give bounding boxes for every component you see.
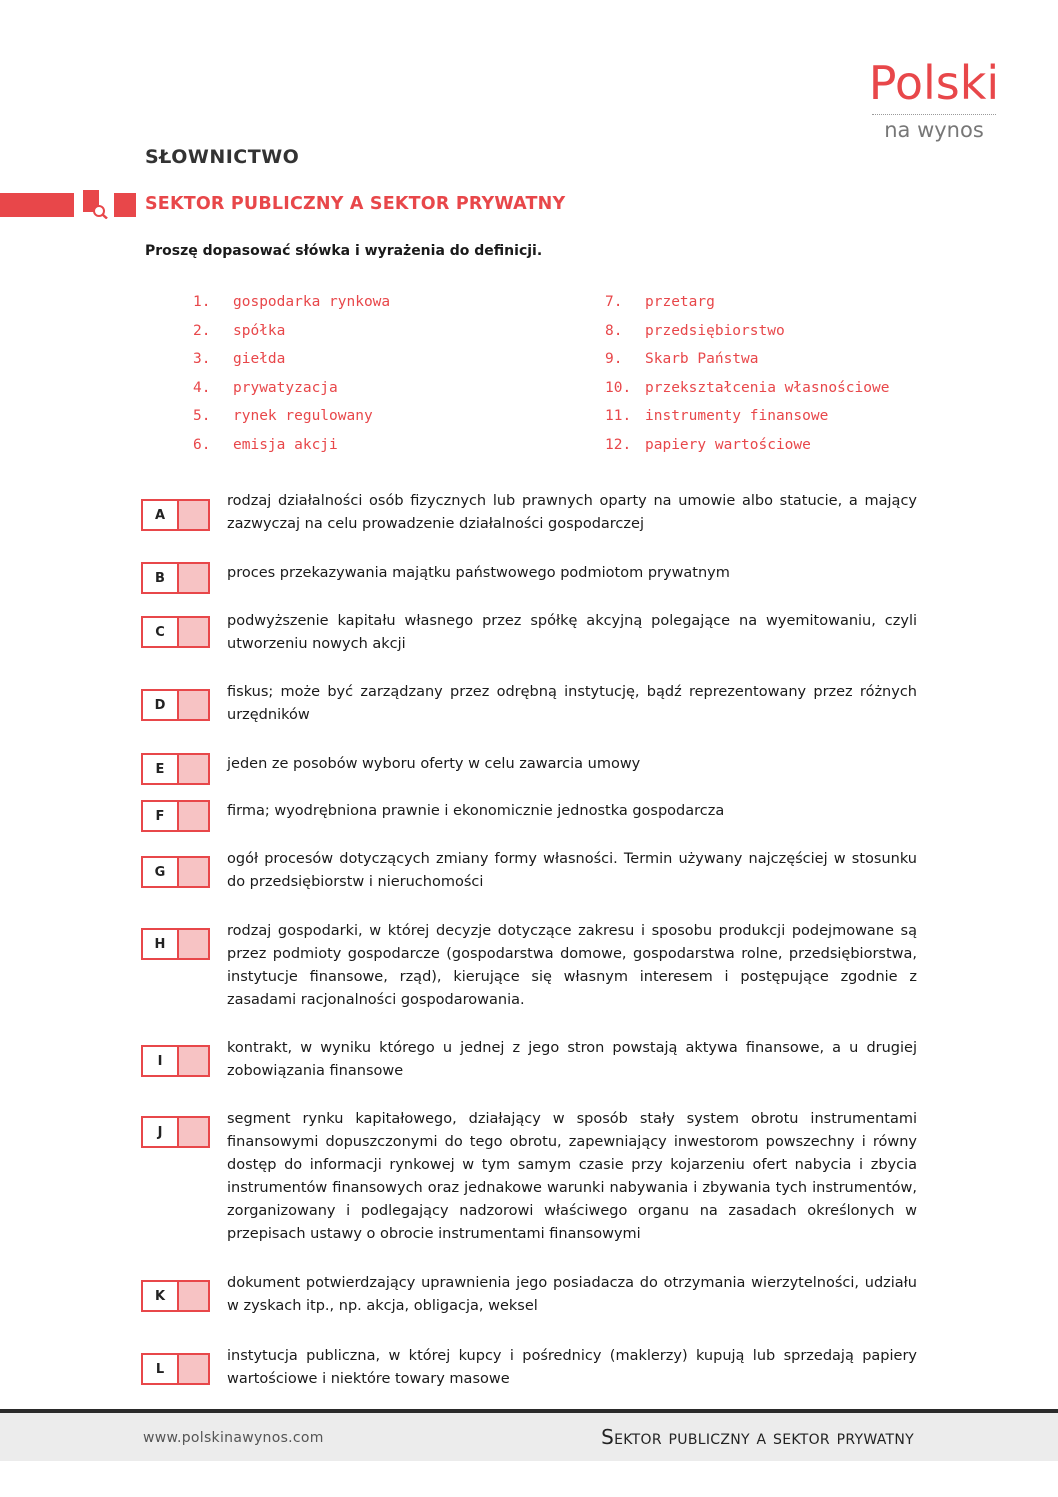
- vocab-number: 3.: [193, 351, 211, 367]
- vocab-item: [605, 294, 965, 323]
- vocab-number: 11.: [605, 408, 632, 424]
- section-title: SŁOWNICTWO: [145, 146, 300, 168]
- ribbon-bar: [0, 193, 74, 217]
- vocab-item: [193, 380, 573, 409]
- instruction: Proszę dopasować słówka i wyrażenia do definicji.: [145, 243, 543, 259]
- answer-letter: C: [143, 618, 179, 646]
- vocab-number: 9.: [605, 351, 623, 367]
- answer-box: [141, 753, 210, 785]
- vocab-number: 8.: [605, 322, 623, 339]
- answer-box: [141, 562, 210, 594]
- answer-slot[interactable]: [179, 691, 208, 719]
- answer-slot[interactable]: [179, 802, 208, 830]
- answer-letter: F: [143, 802, 179, 830]
- vocab-term: emisja akcji: [233, 436, 338, 453]
- answer-slot[interactable]: [179, 1118, 208, 1146]
- answer-box: [141, 1353, 210, 1385]
- answer-letter: A: [143, 501, 179, 529]
- vocab-item: [193, 323, 573, 352]
- vocab-number: 2.: [193, 322, 211, 339]
- vocab-number: 10.: [605, 379, 632, 396]
- vocab-term: prywatyzacja: [233, 379, 338, 396]
- answer-letter: B: [143, 564, 179, 592]
- answer-slot[interactable]: [179, 858, 208, 886]
- vocab-item: [605, 437, 965, 466]
- vocab-term: instrumenty finansowe: [645, 408, 829, 424]
- definition-text: firma; wyodrębniona prawnie i ekonomicznie jednostka gospodarcza: [227, 803, 725, 819]
- vocab-term: przekształcenia własnościowe: [645, 379, 890, 396]
- answer-slot[interactable]: [179, 501, 208, 529]
- answer-letter: D: [143, 691, 179, 719]
- answer-letter: K: [143, 1282, 179, 1310]
- vocab-term: spółka: [233, 322, 286, 339]
- answer-slot[interactable]: [179, 1282, 208, 1310]
- vocab-number: 6.: [193, 436, 211, 453]
- footer-title: Sektor publiczny a sektor prywatny: [601, 1425, 914, 1449]
- logo-divider: [872, 114, 996, 115]
- definition-text: dokument potwierdzający uprawnienia jego posiadacza do otrzymania wierzytelności, udziału w zyskach itp., np. akcja, obligacja, weksel: [227, 1275, 917, 1314]
- vocab-term: rynek regulowany: [233, 408, 373, 424]
- logo-name: Polski: [868, 56, 1000, 110]
- answer-slot[interactable]: [179, 1355, 208, 1383]
- answer-letter: J: [143, 1118, 179, 1146]
- vocab-item: [193, 437, 573, 466]
- answer-slot[interactable]: [179, 930, 208, 958]
- vocab-term: Skarb Państwa: [645, 351, 759, 367]
- answer-letter: L: [143, 1355, 179, 1383]
- vocab-item: [193, 294, 573, 323]
- definition-text: fiskus; może być zarządzany przez odrębną instytucję, bądź reprezentowany przez różnych urzędników: [227, 684, 917, 723]
- answer-slot[interactable]: [179, 618, 208, 646]
- vocab-item: [605, 380, 965, 409]
- vocab-number: 7.: [605, 294, 623, 310]
- answer-letter: I: [143, 1047, 179, 1075]
- vocab-item: [605, 408, 965, 437]
- vocab-term: giełda: [233, 351, 286, 367]
- answer-box: [141, 499, 210, 531]
- vocab-number: 1.: [193, 294, 211, 310]
- definition-text: jeden ze posobów wyboru oferty w celu zawarcia umowy: [227, 756, 641, 772]
- answer-box: [141, 1045, 210, 1077]
- answer-box: [141, 1116, 210, 1148]
- definition-text: instytucja publiczna, w której kupcy i pośrednicy (maklerzy) kupują lub sprzedają papiery wartościowe i niektóre towary masowe: [227, 1348, 917, 1387]
- document-search-icon: [82, 189, 108, 219]
- footer-url[interactable]: www.polskinawynos.com: [143, 1430, 324, 1446]
- definition-text: rodzaj działalności osób fizycznych lub prawnych oparty na umowie albo statucie, a mający zazwyczaj na celu prowadzenie działalności gospodarczej: [227, 493, 917, 532]
- vocab-term: papiery wartościowe: [645, 436, 811, 453]
- vocab-item: [193, 408, 573, 437]
- answer-box: [141, 1280, 210, 1312]
- answer-slot[interactable]: [179, 755, 208, 783]
- answer-box: [141, 856, 210, 888]
- vocab-number: 4.: [193, 379, 211, 396]
- ribbon-square: [114, 193, 136, 217]
- vocab-number: 5.: [193, 408, 211, 424]
- vocab-item: [193, 351, 573, 380]
- definition-text: podwyższenie kapitału własnego przez spółkę akcyjną polegające na wyemitowaniu, czyli utworzeniu nowych akcji: [227, 613, 917, 652]
- vocab-term: przetarg: [645, 294, 715, 310]
- page-subtitle: SEKTOR PUBLICZNY A SEKTOR PRYWATNY: [145, 194, 566, 214]
- answer-slot[interactable]: [179, 564, 208, 592]
- answer-box: [141, 616, 210, 648]
- vocab-list-right: [605, 294, 965, 465]
- vocab-term: gospodarka rynkowa: [233, 294, 391, 310]
- logo-tagline: na wynos: [884, 118, 984, 142]
- vocab-list-left: [193, 294, 573, 465]
- logo: [866, 58, 1002, 143]
- definition-text: segment rynku kapitałowego, działający w sposób stały system obrotu instrumentami finansowymi dopuszczonymi do tego obrotu, zapewniający inwestorom powszechny i równy dostęp do informacji rynkowej w tym samym czasie przy kojarzeniu ofert nabycia i zbycia instrumentów finansowych oraz jednakowe warunki nabywania i zbywania tych instrumentów, zorganizowany i podlegający nadzorowi właściwego organu na zasadach określonych w przepisach ustawy o obrocie instrumentami finansowymi: [227, 1111, 917, 1242]
- answer-box: [141, 800, 210, 832]
- vocab-number: 12.: [605, 436, 632, 453]
- vocab-term: przedsiębiorstwo: [645, 322, 785, 339]
- definition-text: rodzaj gospodarki, w której decyzje dotyczące zakresu i sposobu produkcji podejmowane są przez podmioty gospodarcze (gospodarstwa domowe, gospodarstwa rolne, przedsiębiorstwa, instytucje finansowe, rząd), kierujące się własnym interesem i postępujące zgodnie z zasadami racjonalności gospodarowania.: [227, 923, 917, 1008]
- vocab-item: [605, 323, 965, 352]
- answer-box: [141, 689, 210, 721]
- definition-text: ogół procesów dotyczących zmiany formy własności. Termin używany najczęściej w stosunku do przedsiębiorstw i nieruchomości: [227, 851, 917, 890]
- answer-letter: G: [143, 858, 179, 886]
- definition-text: proces przekazywania majątku państwowego podmiotom prywatnym: [227, 565, 730, 581]
- answer-slot[interactable]: [179, 1047, 208, 1075]
- definition-text: kontrakt, w wyniku którego u jednej z jego stron powstają aktywa finansowe, a u drugiej zobowiązania finansowe: [227, 1040, 917, 1079]
- answer-box: [141, 928, 210, 960]
- answer-letter: H: [143, 930, 179, 958]
- vocab-item: [605, 351, 965, 380]
- answer-letter: E: [143, 755, 179, 783]
